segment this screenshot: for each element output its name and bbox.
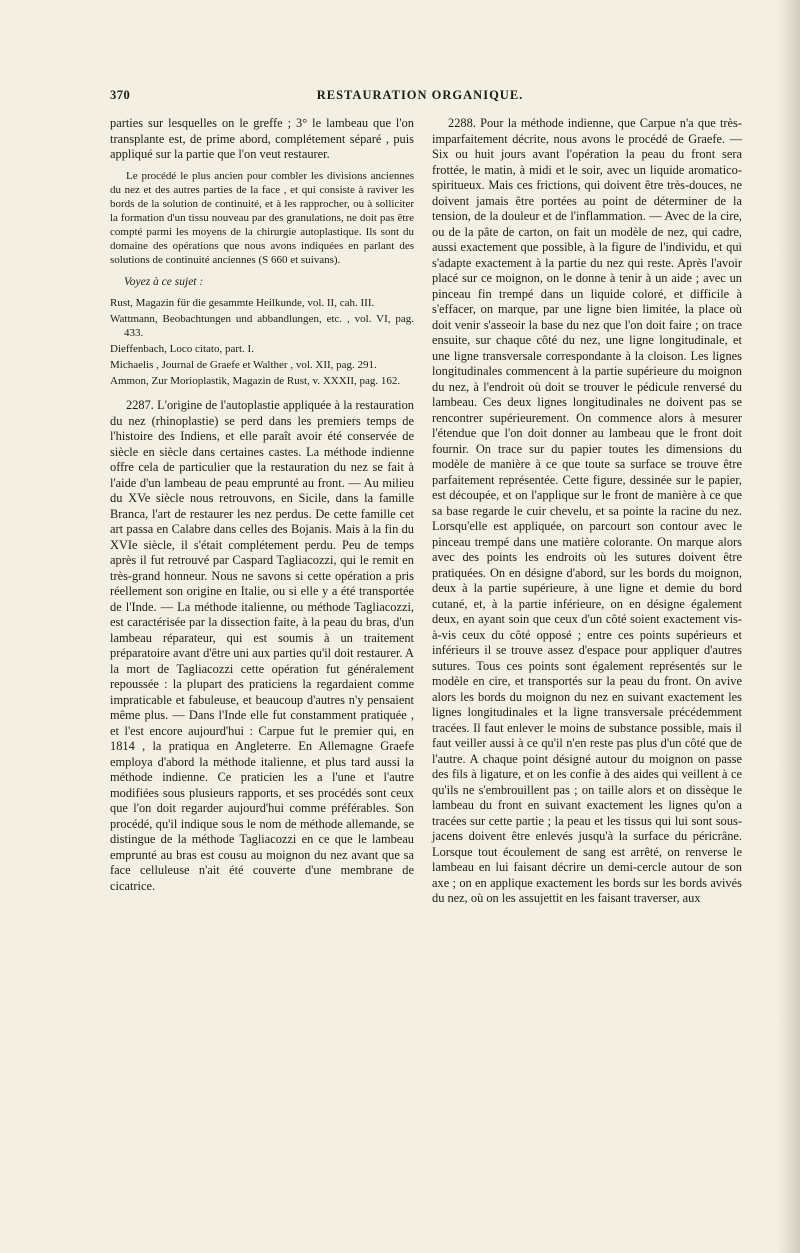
see-also-heading: Voyez à ce sujet : xyxy=(124,275,204,288)
left-column xyxy=(110,116,414,900)
section-2287: 2287. L'origine de l'autoplastie appliquée à la restauration du nez (rhinoplastie) se perd dans les premiers temps de l'histoire des Indiens, et elle paraît avoir été conservée de siècle en siècle dans certaines castes. La méthode indienne offre cela de particulier que la restauration du nez se fait à l'aide d'un lambeau de peau emprunté au front. — Au milieu du XVe siècle nous retrouvons, en Sicile, dans la famille Branca, l'art de restaurer les nez perdus. De cette famille cet art passa en Calabre dans celles des Bojanis. Mais à la fin du XVIe siècle, il s'était complétement perdu. Peu de temps après il fut retrouvé par Caspard Tagliacozzi, qui le remit en très-grand honneur. Nous ne savons si cette opération a pris réellement son origine en Italie, ou si elle y a été transportée de l'Inde. — La méthode italienne, ou méthode Tagliacozzi, est caractérisée par la dissection faite, à la peau du bras, d'un lambeau réparateur, qui est soumis à un traitement préparatoire avant d'être uni aux parties qu'il doit restaurer. A la mort de Tagliacozzi cette opération fut généralement repoussée : la plupart des praticiens la regardaient comme impraticable et fabuleuse, et beaucoup d'autres n'y pensaient même plus. — Dans l'Inde elle fut constamment pratiquée , et l'est encore aujourd'hui : Carpue fut le premier qui, en 1814 , la pratiqua en Angleterre. En Allemagne Graefe employa d'abord la méthode italienne, et plus tard aussi la méthode indienne. Ce praticien les a l'une et l'autre modifiées sous plusieurs rapports, et ses procédés sont ceux que l'on doit regarder aujourd'hui comme préférables. Son procédé, qu'il indique sous le nom de méthode allemande, se distingue de la méthode Tagliacozzi en ce que le lambeau emprunté au bras est cousu au moignon du nez avant que sa face celluleuse n'ait été couverte d'une membrane de cicatrice. xyxy=(110,398,414,893)
reference-item: Michaelis , Journal de Graefe et Walther , vol. XII, pag. 291. xyxy=(110,359,377,371)
reference-item: Ammon, Zur Morioplastik, Magazin de Rust, v. XXXII, pag. 162. xyxy=(110,375,401,387)
page-header xyxy=(110,88,730,108)
right-column xyxy=(432,116,742,913)
reference-item: Rust, Magazin für die gesammte Heilkunde, vol. II, cah. III. xyxy=(110,297,375,309)
running-title: RESTAURATION ORGANIQUE. xyxy=(316,88,524,102)
page-number: 370 xyxy=(110,88,131,102)
paragraph: parties sur lesquelles on le greffe ; 3° le lambeau que l'on transplante est, de prime abord, complétement séparé , puis appliqué sur la partie que l'on veut restaurer. xyxy=(110,116,414,161)
reference-item: Wattmann, Beobachtungen und abbandlungen, etc. , vol. VI, pag. 433. xyxy=(110,313,414,339)
small-print-paragraph: Le procédé le plus ancien pour combler les divisions anciennes du nez et des autres parties de la face , et qui consiste à raviver les bords de la solution de continuité, et à les rapprocher, ou à solliciter la formation d'un tissu nouveau par des granulations, ne doit pas être compté parmi les moyens de la chirurgie autoplastique. Ils sont du domaine des opérations que nous avons indiquées en parlant des solutions de continuité anciennes (S 660 et suivans). xyxy=(110,169,414,266)
section-2288: 2288. Pour la méthode indienne, que Carpue n'a que très-imparfaitement décrite, nous avons le procédé de Graefe. — Six ou huit jours avant l'opération la peau du front sera frottée, le matin, à midi et le soir, avec un liquide aromatico-spiritueux. Mais ces frictions, qui doivent être très-douces, ne doivent jamais être portées au point de déterminer de la tension, de la douleur et de l'inflammation. — Avec de la cire, ou de la pâte de carton, on fait un modèle de nez, qui cadre, aussi exactement que possible, à la figure de l'individu, et qui s'adapte exactement à la partie du nez qui reste. Après l'avoir placé sur ce moignon, on le donne à tenir à un aide ; avec un pinceau fin trempé dans un liquide coloré, et difficile à s'effacer, on marque, par une ligne bien limitée, la place où doit venir s'asseoir la base du nez que l'on doit faire ; on trace ensuite, sur chaque côté du nez, une ligne longitudinale, et une ligne transversale correspondante à la cloison. Les lignes longitudinales commencent à la partie supérieure du moignon du nez, à l'endroit où doit se trouver le pédicule renversé du lambeau. Ces deux lignes longitudinales ne doivent pas se rencontrer supérieurement. On commence alors à mesurer l'étendue que l'on doit donner au lambeau que le front doit fournir. On trace sur du papier toutes les dimensions du modèle de manière à ce que toute sa surface se trouve être parfaitement représentée. Cette figure, dessinée sur le papier, est découpée, et on l'applique sur le front de manière à ce que sa base regarde le cuir chevelu, et sa pointe la racine du nez. Lorsqu'elle est appliquée, on parcourt son contour avec le pinceau trempé dans une matière colorante. On marque alors avec des points les endroits où les sutures doivent être pratiquées. On en désigne d'abord, sur les bords du moignon, deux à la partie supérieure, à une ligne et demie du bord cutané, et, à la partie inférieure, on en désigne également deux, en ayant soin que ceux d'un côté soient exactement vis-à-vis ceux du côté opposé ; entre ces points supérieurs et inférieurs il se trouve assez d'espace pour appliquer d'autres sutures. Tous ces points sont également représentés sur le modèle en cire, et transportés sur la peau du front. On avive alors les bords du moignon du nez en suivant exactement les lignes longitudinales et la ligne transversale précédemment tracées. Il faut enlever le moins de substance possible, mais il faut veiller aussi à ce qu'il n'en reste pas plus d'un côté que de l'autre. A chaque point désigné autour du moignon on passe des fils à ligature, et on les confie à des aides qui veillent à ce qu'ils ne s'embrouillent pas ; on taille alors et on dissèque le lambeau du front en suivant exactement les lignes qu'on a tracées sur cette partie ; la peau et les tissus qui lui sont sous-jacens doivent être enlevés jusqu'à la surface du péricrâne. Lorsque tout écoulement de sang est arrêté, on renverse le lambeau en lui faisant décrire un demi-cercle autour de son axe ; on en applique exactement les bords sur les bords avivés du nez, où on les assujettit en les faisant traverser, aux xyxy=(432,116,742,905)
reference-item: Dieffenbach, Loco citato, part. I. xyxy=(110,343,254,355)
page-edge-shadow xyxy=(778,0,800,1253)
